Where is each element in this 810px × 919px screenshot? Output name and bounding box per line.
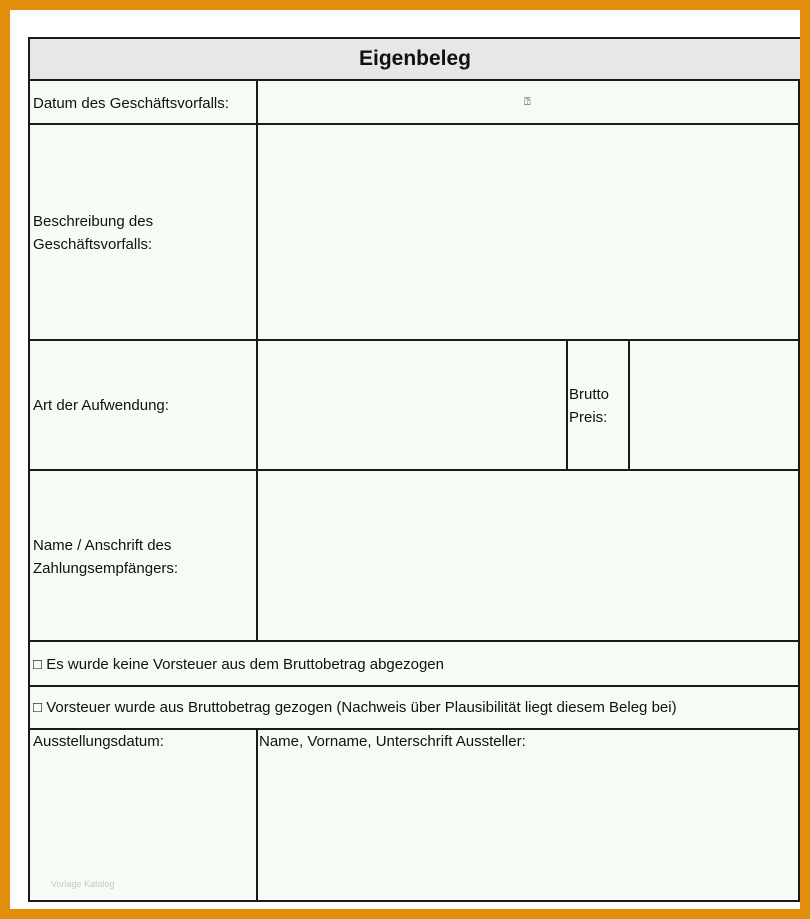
row-divider-checkbox-1 bbox=[30, 685, 800, 687]
checkbox-no-vat[interactable]: □ Es wurde keine Vorsteuer aus dem Bruttobetrag abgezogen bbox=[33, 656, 444, 673]
row-divider-expense bbox=[30, 469, 800, 471]
column-divider-brutto-right bbox=[628, 339, 630, 471]
payee-label-line1: Name / Anschrift des bbox=[33, 537, 172, 554]
payee-field[interactable] bbox=[260, 473, 798, 638]
date-field[interactable]: ⍰ bbox=[524, 96, 531, 108]
expense-type-label: Art der Aufwendung: bbox=[33, 397, 169, 414]
date-label: Datum des Geschäftsvorfalls: bbox=[33, 95, 229, 112]
watermark: Vorlage Katalog bbox=[51, 879, 115, 889]
issue-date-label: Ausstellungsdatum: bbox=[33, 733, 164, 750]
gross-price-label bbox=[569, 383, 609, 429]
gross-price-label-line1: Brutto bbox=[569, 386, 610, 403]
payee-label bbox=[33, 534, 178, 580]
row-divider-date bbox=[30, 123, 800, 125]
description-label-line2: Geschäftsvorfalls: bbox=[33, 236, 153, 253]
column-divider-brutto-left bbox=[566, 339, 568, 471]
gross-price-label-line2: Preis: bbox=[569, 409, 608, 426]
eigenbeleg-form bbox=[28, 37, 800, 902]
row-divider-payee bbox=[30, 640, 800, 642]
expense-type-field[interactable] bbox=[260, 343, 564, 467]
payee-label-line2: Zahlungsempfängers: bbox=[33, 560, 179, 577]
gross-price-field[interactable] bbox=[632, 343, 798, 467]
issue-date-field[interactable] bbox=[33, 755, 253, 895]
issuer-signature-field[interactable] bbox=[260, 755, 798, 895]
description-label bbox=[33, 210, 153, 256]
description-label-line1: Beschreibung des bbox=[33, 213, 154, 230]
column-divider-main bbox=[256, 81, 258, 642]
checkbox-vat-deducted[interactable]: □ Vorsteuer wurde aus Bruttobetrag gezogen (Nachweis über Plausibilität liegt diesem Beleg bei) bbox=[33, 699, 677, 716]
issuer-label: Name, Vorname, Unterschrift Aussteller: bbox=[259, 733, 526, 750]
description-field[interactable] bbox=[260, 127, 798, 337]
column-divider-footer bbox=[256, 728, 258, 902]
row-divider-description bbox=[30, 339, 800, 341]
form-title: Eigenbeleg bbox=[30, 39, 800, 81]
